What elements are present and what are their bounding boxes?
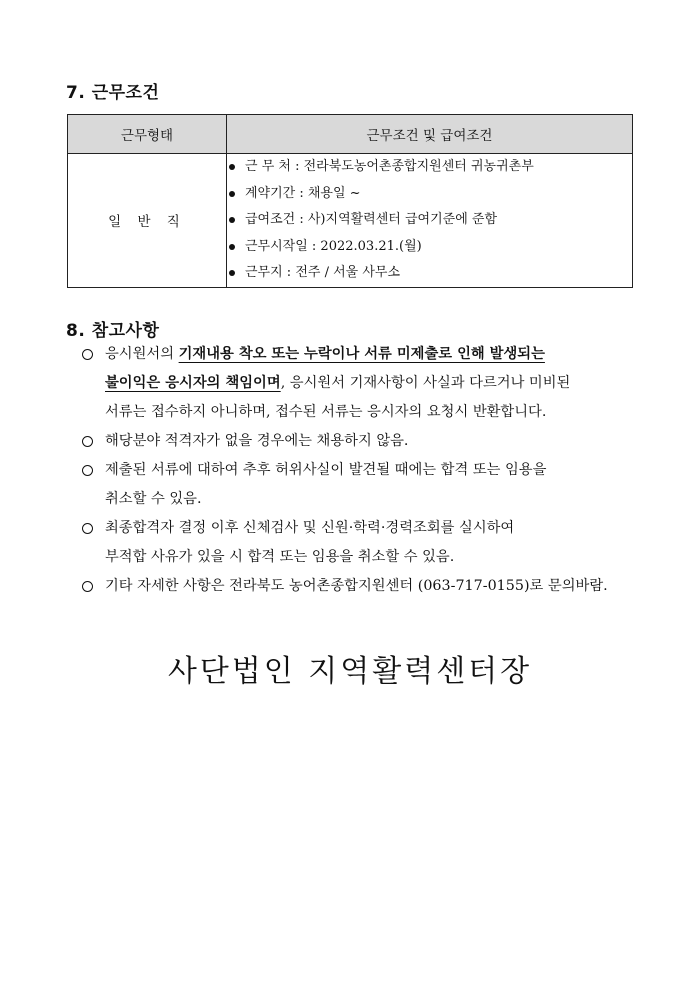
list-item xyxy=(227,234,632,261)
bullet-icon xyxy=(229,164,235,170)
work-type-cell: 일 반 직 xyxy=(68,154,227,288)
list-item xyxy=(82,514,642,572)
conditions-cell xyxy=(227,154,633,288)
list-item xyxy=(227,154,632,181)
note-line: 최종합격자 결정 이후 신체검사 및 신원·학력·경력조회를 실시하여 xyxy=(105,520,515,536)
reference-notes xyxy=(82,340,642,601)
table-row xyxy=(68,154,633,288)
circle-bullet-icon xyxy=(82,581,93,592)
list-item xyxy=(227,260,632,287)
section-8-title: 8. 참고사항 xyxy=(66,321,160,341)
note-text xyxy=(105,340,642,427)
note-emphasis: 기재내용 착오 또는 누락이나 서류 미제출로 인해 발생되는 xyxy=(178,346,545,362)
list-item xyxy=(82,340,642,427)
circle-bullet-icon xyxy=(82,436,93,447)
work-conditions-table xyxy=(67,114,633,288)
condition-start-date: 근무시작일 : 2022.03.21.(월) xyxy=(245,238,422,254)
note-prefix: 응시원서의 xyxy=(105,346,179,362)
note-line: 부적합 사유가 있을 시 합격 또는 임용을 취소할 수 있음. xyxy=(105,549,455,565)
bullet-icon xyxy=(229,244,235,250)
condition-workplace: 근 무 처 : 전라북도농어촌종합지원센터 귀농귀촌부 xyxy=(245,159,534,174)
section-7-title: 7. 근무조건 xyxy=(66,83,160,103)
condition-contract-period: 계약기간 : 채용일 ~ xyxy=(245,185,361,201)
note-suffix: , 응시원서 기재사항이 사실과 다르거나 미비된 xyxy=(280,375,571,391)
list-item xyxy=(227,181,632,208)
header-work-type: 근무형태 xyxy=(68,115,227,154)
note-emphasis: 불이익은 응시자의 책임이며 xyxy=(105,375,281,391)
condition-salary: 급여조건 : 사)지역활력센터 급여기준에 준함 xyxy=(245,212,498,227)
list-item xyxy=(82,456,642,514)
circle-bullet-icon xyxy=(82,349,93,360)
list-item xyxy=(227,207,632,234)
bullet-icon xyxy=(229,217,235,223)
condition-location: 근무지 : 전주 / 서울 사무소 xyxy=(245,265,401,280)
note-line: 서류는 접수하지 아니하며, 접수된 서류는 응시자의 요청시 반환합니다. xyxy=(105,404,547,420)
note-line: 제출된 서류에 대하여 추후 허위사실이 발견될 때에는 합격 또는 임용을 xyxy=(105,462,547,478)
circle-bullet-icon xyxy=(82,523,93,534)
list-item xyxy=(82,427,642,456)
signature: 사단법인 지역활력센터장 xyxy=(167,654,533,689)
circle-bullet-icon xyxy=(82,465,93,476)
note-line: 해당분야 적격자가 없을 경우에는 채용하지 않음. xyxy=(105,433,409,449)
bullet-icon xyxy=(229,191,235,197)
conditions-list xyxy=(227,154,632,287)
note-line: 기타 자세한 사항은 전라북도 농어촌종합지원센터 (063-717-0155)로 문의바람. xyxy=(105,578,608,594)
note-line: 취소할 수 있음. xyxy=(105,491,202,507)
bullet-icon xyxy=(229,270,235,276)
table-header-row xyxy=(68,115,633,154)
list-item xyxy=(82,572,642,601)
header-conditions: 근무조건 및 급여조건 xyxy=(227,115,633,154)
